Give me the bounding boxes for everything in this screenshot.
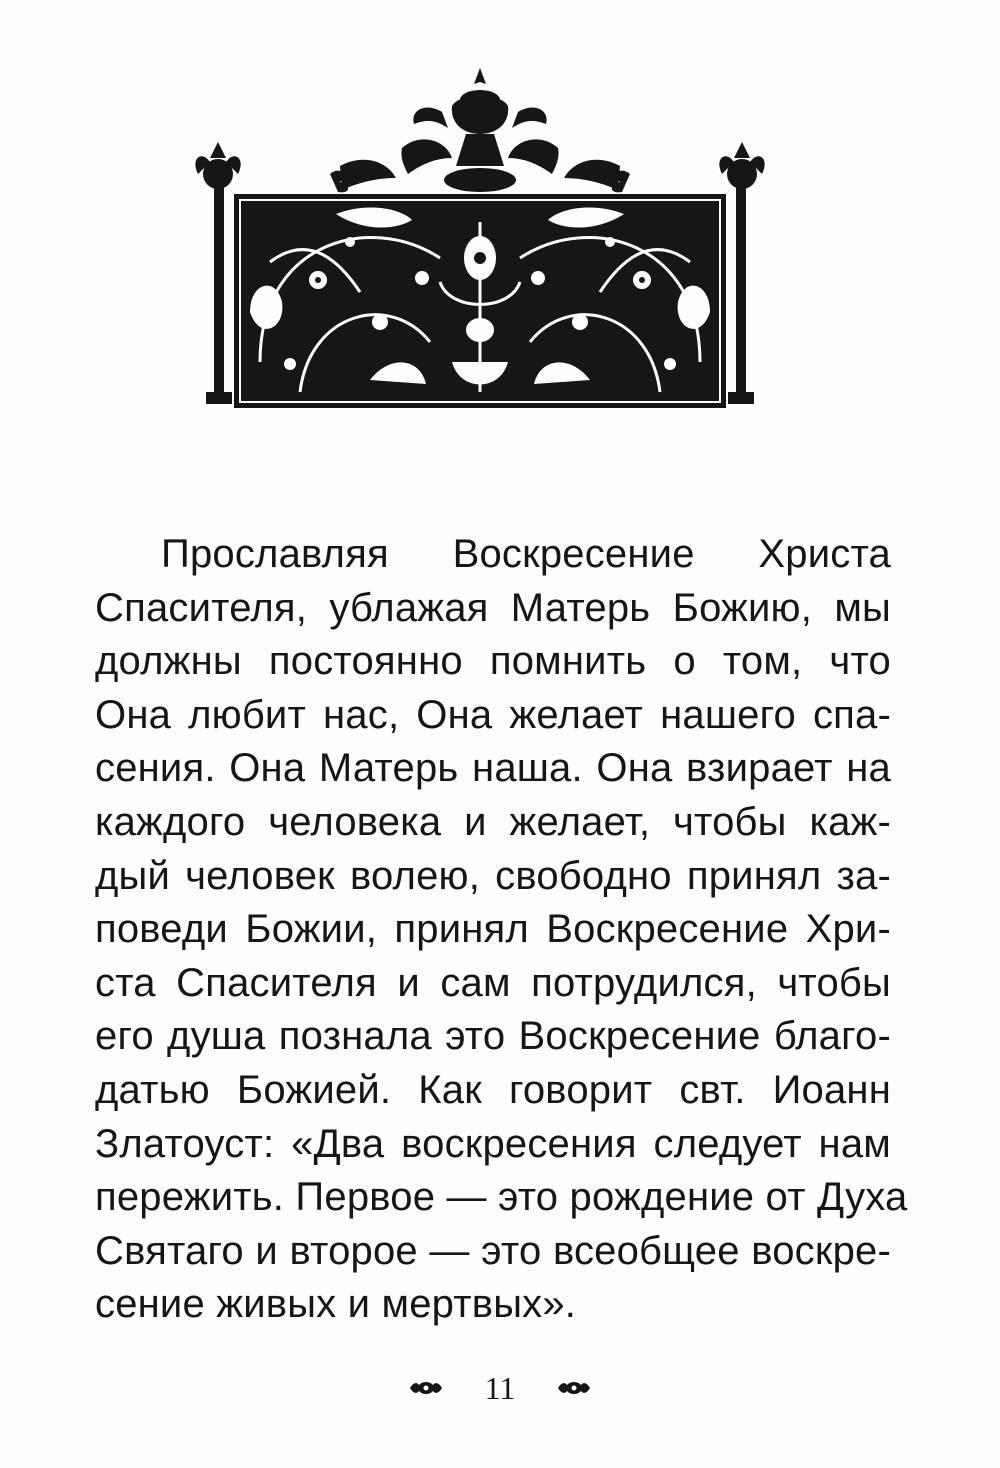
folio-ornament-left-icon — [409, 1379, 443, 1397]
paragraph-line: датью Божией. Как говорит свт. Иоанн — [95, 1067, 891, 1112]
ornamental-headpiece — [190, 62, 770, 422]
paragraph-line: его душа познала это Воскресение благо- — [95, 1014, 891, 1059]
paragraph-line: Спасителя, ублажая Матерь Божию, мы — [95, 585, 891, 630]
paragraph-line: Она любит нас, Она желает нашего спа- — [95, 692, 891, 737]
paragraph-line: Прославляя Воскресение Христа — [161, 532, 891, 576]
paragraph-line: Златоуст: «Два воскресения следует нам — [95, 1121, 891, 1166]
paragraph-line: ста Спасителя и сам потрудился, чтобы — [95, 960, 891, 1005]
page-footer — [0, 1368, 1000, 1408]
paragraph-line: сения. Она Матерь наша. Она взирает на — [95, 746, 891, 791]
folio-ornament-right-icon — [557, 1379, 591, 1397]
paragraph-line: должны постоянно помнить о том, что — [95, 639, 891, 684]
paragraph-line: поведи Божии, принял Воскресение Хри- — [95, 907, 891, 952]
page-number: 11 — [484, 1370, 516, 1406]
paragraph-line: Святаго и второе — это всеобщее воскре- — [95, 1228, 891, 1273]
paragraph-line: каждого человека и желает, чтобы каж- — [95, 799, 891, 844]
floral-ornament-icon — [190, 62, 770, 422]
body-paragraph — [95, 528, 908, 1332]
paragraph-line: пережить. Первое — это рождение от Духа — [95, 1175, 908, 1220]
paragraph-line: сение живых и мертвых». — [95, 1282, 577, 1327]
paragraph-line: дый человек волею, свободно принял за- — [95, 853, 891, 898]
